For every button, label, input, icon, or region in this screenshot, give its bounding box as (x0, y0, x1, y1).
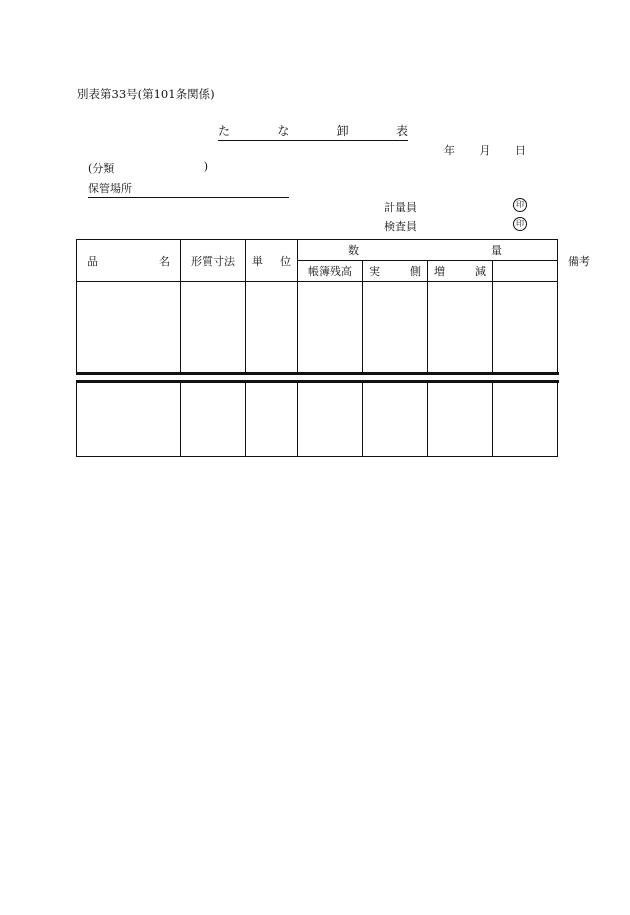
spec-cell[interactable] (181, 382, 246, 457)
break-line-upper (76, 372, 559, 375)
document-title (218, 122, 408, 141)
item-cell[interactable] (77, 282, 181, 373)
remarks-cell[interactable] (493, 382, 558, 457)
date-line (444, 142, 526, 158)
unit-cell[interactable] (246, 382, 298, 457)
change-cell[interactable] (428, 382, 493, 457)
classification-label: (分類 (88, 162, 115, 175)
header-row: 品 名 形質寸法 単 位 数 量 備 考 (77, 240, 558, 261)
unit-cell[interactable] (246, 282, 298, 373)
spec-cell[interactable] (181, 282, 246, 373)
quantity-header: 数 量 (298, 240, 558, 261)
table-row (77, 282, 558, 373)
book-balance-cell[interactable] (298, 382, 363, 457)
storage-location-field[interactable] (88, 180, 289, 198)
classification-field[interactable] (88, 160, 208, 176)
classification-close: ) (203, 160, 208, 173)
book-balance-header: 帳簿残高 (298, 261, 363, 282)
inspector-label: 検査員 (384, 220, 417, 233)
title-char: 表 (395, 124, 408, 138)
break-line-lower (76, 380, 559, 383)
measurer-label: 計量員 (384, 201, 417, 214)
storage-location-label: 保管場所 (88, 182, 132, 195)
title-char: な (277, 124, 290, 138)
year-label: 年 (444, 144, 455, 157)
item-cell[interactable] (77, 382, 181, 457)
inventory-table (76, 239, 590, 457)
actual-cell[interactable] (363, 382, 428, 457)
title-char: 卸 (336, 124, 349, 138)
measurer-seal: 印 (513, 198, 527, 212)
spec-header: 形質寸法 (181, 240, 246, 282)
remarks-cell[interactable] (493, 282, 558, 373)
table-row (77, 382, 558, 457)
inspector-seal: 印 (513, 217, 527, 231)
month-label: 月 (479, 144, 491, 157)
form-reference: 別表第33号(第101条関係) (77, 87, 215, 101)
change-header: 増 減 (428, 261, 493, 282)
item-name-header: 品 名 (77, 240, 181, 282)
actual-cell[interactable] (363, 282, 428, 373)
change-cell[interactable] (428, 282, 493, 373)
title-char: た (218, 124, 231, 138)
book-balance-cell[interactable] (298, 282, 363, 373)
actual-header: 実 側 (363, 261, 428, 282)
unit-header: 単 位 (246, 240, 298, 282)
day-label: 日 (515, 144, 526, 157)
